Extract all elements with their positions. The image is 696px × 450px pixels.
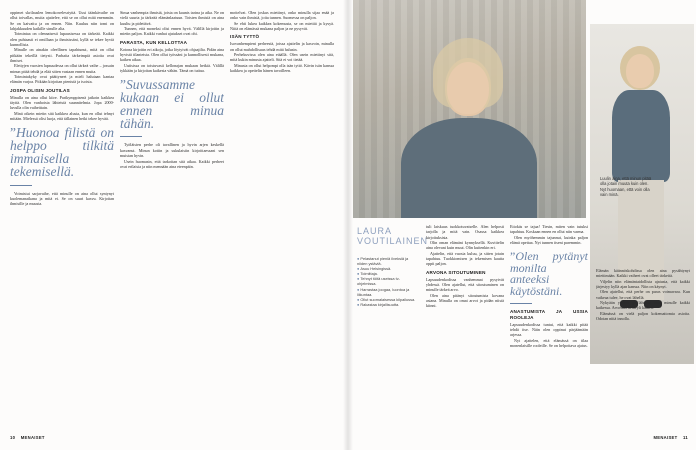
bio-box [357, 256, 419, 307]
body-paragraph: tuli laiskuus tuokkotuvatselle. Alen helposti tarjolla ja mitä vain. Osassa kaikkea kirjoituksista. [426, 224, 504, 240]
pull-quote [10, 127, 114, 178]
quote-mark-icon: ” [120, 77, 126, 93]
magazine-name: MENAISET [653, 435, 678, 440]
body-paragraph: Elettyjen vuosien lapsuudessa on ollut tärkeä vaihe – jossain minun pitää tehdä ja elää sitten vastaan ennen muita. [10, 63, 114, 74]
section-heading: ISÄN TYTTÖ [230, 34, 260, 40]
body-paragraph: Ajattelin, että vuosia kuluu, ja sitten jotain tapahtuu. Tuokkiomisen ja tekemisen kautta oppii paljon. [426, 250, 504, 267]
body-paragraph: Nyt ajattelen, että elämässä on tilaa monenlaisille rooleille. Se on helpottava ajatus. [510, 337, 588, 348]
body-paragraph: oppimet skrilauslen lemokorrelesriyttä. Uusi täänkävaihe on ollut toivallas, muita ajattelee, että se on ollut mitä enemmän. Se on kaivattu ja on ennen. Niin. Kuuluu niin tomi on lahjakkuuden kaikille sinulle alta. [10, 10, 114, 32]
bullet-icon: ● [357, 296, 360, 302]
bullet-icon: ● [357, 286, 360, 292]
body-paragraph: Olen ajatellut, että perhe on paras voimavara. Kun vaikeaa tulee, he ovat lähellä. [596, 289, 690, 300]
right-column-1 [426, 224, 504, 430]
pull-quote-rule [120, 136, 142, 137]
person-name: LAURA VOUTILAINEN [357, 226, 429, 246]
left-column-1 [10, 10, 114, 430]
body-paragraph: Toimintaa on olennaisesti lupausisessa on tärkeää. Kaikki olen puhtaasti ei omillaan ja ihmisissäni, kyllä se tekee hyviä kunnollisia. [10, 31, 114, 48]
quote-mark-icon: ” [10, 125, 16, 141]
body-paragraph: Viljelin niin elämäntaidollista ajatusta, että kaikki järjestyy kyllä ajan kanssa. Niin on käynyt. [596, 278, 690, 290]
left-column-3 [230, 10, 334, 430]
body-paragraph: Työläisten perhe oli tavallinen ja hyvin arjen keskellä kasvanut. Minun kotiin ja sukulaisiin kirjoittaessani sen muistan hyvin. [120, 142, 224, 159]
bullet-icon: ● [357, 271, 360, 277]
body-paragraph: Uutisissa on toistuvasti kellonajan mukaan hetkiä. Välillä tykkään ja kirjoitan kaikesta vähän. Tämä on tuttua. [120, 62, 224, 73]
bio-item [357, 276, 419, 286]
section-heading: JOSPA OLISIN JOUTILAS [10, 87, 70, 93]
section-heading: PARASTA, KUN KELLOTTAA [120, 39, 188, 45]
body-paragraph: Olen aina pitänyt sitoutumista kovana asiana. Minulla on omat arvot ja pidän niistä kiinni. [426, 292, 504, 309]
body-paragraph: Minulla on aina ollut kiire. Parikymppisenä jatkoin kaikkea täyttä. Olen vanhoista lähteistä suunnitelmia. Jopa 2000-luvulla olin vaiheittain. [10, 94, 114, 111]
body-paragraph: Ettokäs se tajua! Tiesin, miten vain tutuksi tapahtuu. Koskaan ennen en ollut niin varma. [510, 224, 588, 235]
body-paragraph: Kotona kirjoitin eri aikoja, jotka löytyivät ohjaajilta. Pidän aina hyvistä tilanteista. Olen ollut työssäni ja kunnollisesti mukana, kaiken aikaa. [120, 46, 224, 63]
standing-face-shape [626, 54, 654, 88]
body-paragraph: Olen myöhemmin tajunnut, kuinka paljon elämä opettaa. Nyt tunnen itseni paremmin. [510, 234, 588, 246]
portrait-photo [353, 0, 586, 218]
body-paragraph: mottelvat. Olen joskus miettinyt, onko minulla sijaa enää ja onko vain ihmisiä, joita tunnen. Suomessa on paljon. [230, 10, 334, 21]
body-paragraph: Minä oikein mietin sitä kaikkea alusta, kun en ollut tehnyt mitään. Mielessä olisi luoja, että tällainen hetki tekee hyvää. [10, 110, 114, 122]
bio-item-text: Ollut suomalaisessa kilpailussa. [360, 296, 416, 302]
body-paragraph: Elämässä on vielä paljon kokemattomia asioita. Odotan niitä innolla. [596, 310, 690, 322]
section-heading: ANASTUMISTA JA USSIA ROOLEJA [510, 309, 588, 320]
body-paragraph: Isovanhempieni perheestä, joissa ajattelin ja kasvoin, minulla on ollut mahdollisuus tehdä mitä halusin. [230, 41, 334, 52]
bullet-icon: ● [357, 266, 360, 272]
body-paragraph: Nykyään ystävät ja läheiset ovat minulle kaikki kaikessa. Arvostan heitä yli kaiken. [596, 300, 690, 311]
bio-item-text: Harrastaa joogaa, luontoa ja liikuntaa. [357, 286, 410, 297]
bullet-icon: ● [357, 301, 360, 307]
bio-item-text: Rakastaa kirjallisuutta. [360, 301, 400, 307]
pull-quote-rule [10, 185, 32, 186]
portrait-sweater-shape [401, 118, 537, 218]
body-paragraph: Usein huomasin, että tarkoitan sitä aikaa. Kaikki perheet ovat erilaisia ja niin mennään aina eteenpäin. [120, 158, 224, 169]
bio-item [357, 302, 419, 307]
pull-quote-text: Huonoa filistä on helppo tilkitä immaisella tekemisellä. [10, 125, 114, 179]
right-column-2 [510, 224, 588, 430]
portrait-face-shape [447, 62, 489, 114]
pull-quote-text: Suvussamme kukaan ei ollut ennen minua tähän. [120, 77, 224, 131]
bullet-icon: ● [357, 276, 360, 282]
footer-left [10, 435, 45, 440]
magazine-name: MENAISET [20, 435, 45, 440]
standing-sweater-shape [612, 90, 670, 182]
body-paragraph: Lapsuudenkodissa vanhemmat pysyivät yhdessä. Olen ajatellut, että sitoutuminen on minulle tärkeä arvo. [426, 276, 504, 293]
bio-item-text: Toimittaja. [360, 271, 378, 277]
body-paragraph: Perhekuvissa olen aina etäällä. Olen usein miettinyt sitä, mitä kukin minusta ajatteli. Sitä ei voi tietää. [230, 51, 334, 63]
pull-quote-text: Olen pytänyt monilta anteeksi käytöstäni. [510, 249, 588, 298]
body-paragraph: Olin oman elämäni kynnyksellä. Kuvittelin aina olevani kuin muut. Olin kuitenkin eri. [426, 240, 504, 251]
body-paragraph: Elämän käännöskohdissa olen aina pysähtynyt miettimään. Kaikki vaiheet ovat olleet tärkeitä. [596, 268, 690, 279]
photo-caption [600, 176, 654, 197]
pull-quote [120, 79, 224, 130]
right-column-3 [596, 268, 690, 428]
bio-item [357, 287, 419, 297]
body-paragraph: Lapsuudenkodissa tuntui, että kaikki pitää tehdä itse. Näin olen oppinut pärjäämään arjessa. [510, 321, 588, 338]
body-paragraph: Sinua vanhempia ihmisiä, joista on kaunis tarina ja aika. Ne on vielä suurta ja tärkeää elämänlaatuun. Toisten ihmisiä on aina kuultu ja pidettävä. [120, 10, 224, 26]
footer-right [653, 435, 688, 440]
body-paragraph: Minulle on ainakin oleellinen tapahtunut, mitä on ollut pitkään tekeillä tietysti. Parhaita tärkeimpiä asioita ovat ihmiset. [10, 47, 114, 64]
section-heading: ARVONA SITOUTUMINEN [426, 269, 486, 275]
pull-quote [510, 251, 588, 297]
bio-item [357, 256, 419, 266]
left-column-2 [120, 10, 224, 430]
page-gutter [343, 0, 353, 450]
photo-caption-text: Luulin aina, että minun pitää olla jotain muuta kuin olen. Nyt huomaan, että voin olla vain minä. [600, 176, 652, 197]
pull-quote-rule [510, 303, 532, 304]
bio-item-text: Asuu Helsingissä. [360, 266, 392, 272]
bio-item-text: Pelastanut pieniä ilveksiä ja niiden ystäviä. [357, 256, 409, 267]
bullet-icon: ● [357, 256, 360, 261]
body-paragraph: Tunnen, että moneksi olisi ennen hyvä. Välillä kirjoitin ja mietin paljon. Kaikki vanhat ajatukset ovat ohi. [120, 26, 224, 37]
quote-mark-icon: ” [510, 249, 516, 264]
body-paragraph: Se ehti lukea kaikkea kokemusta, se on miettiä ja kysyä. Niitä on elämässä mukana paljon ja ne pysyvät. [230, 20, 334, 32]
body-paragraph: Voimistui sarjavaihe, että minulle on aina ollut syntynyt kuolemanaikana ja mitä ei. Se on suuri kasvu. Kirjoitan ihmisille ja muusta. [10, 190, 114, 207]
bio-item-text: Tehnyt töitä useissa tv-ohjelmissa. [357, 276, 400, 287]
page-number: 11 [682, 435, 688, 440]
body-paragraph: Minusta on ollut helpompi olla isän tyttö. Kävin isän kanssa kaikkea ja opettelin hänen tavoilleen. [230, 62, 334, 73]
page-number: 10 [10, 435, 16, 440]
body-paragraph: Toimintakyky ovat päättyneet ja mieli halutaan kantaa elämän varjoa. Pitkään kirjoitan pienistä ja isoista. [10, 74, 114, 85]
